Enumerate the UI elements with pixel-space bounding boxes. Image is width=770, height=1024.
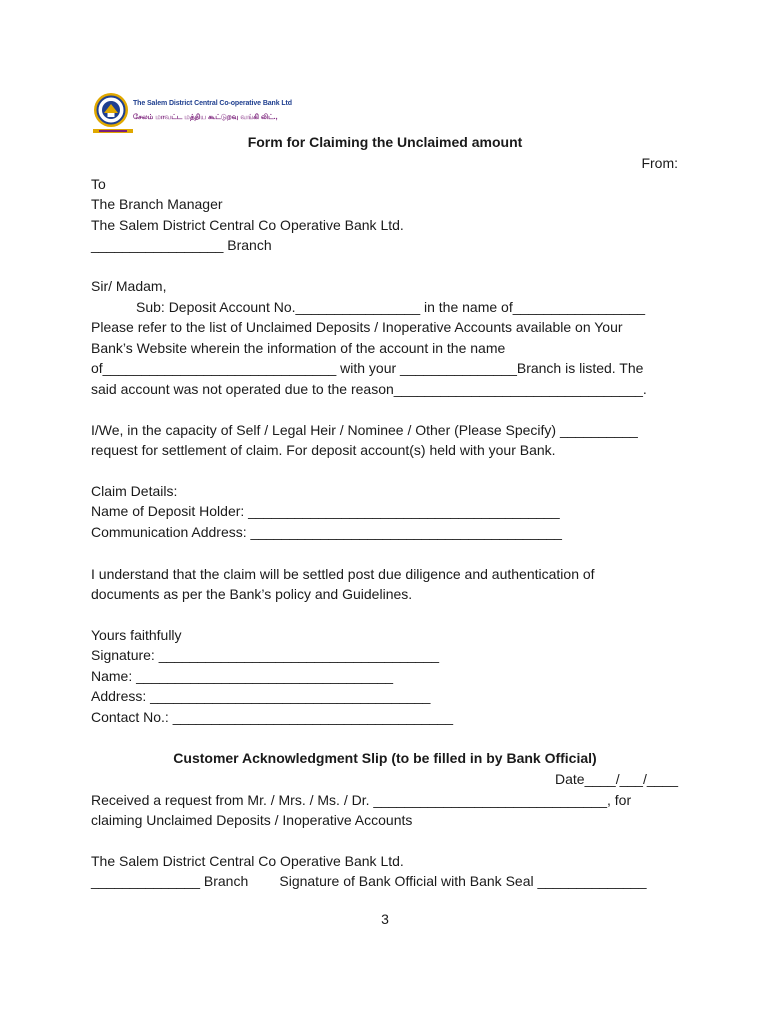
bank-address-line: The Salem District Central Co Operative Bank Ltd. xyxy=(91,217,404,233)
form-title: Form for Claiming the Unclaimed amount xyxy=(247,134,523,150)
understand-line: documents as per the Bank’s policy and Guidelines. xyxy=(91,586,413,602)
request-line: I/We, in the capacity of Self / Legal Heir / Nominee / Other (Please Specify) __________ xyxy=(91,422,638,438)
recipient-line: The Branch Manager xyxy=(91,196,223,212)
deposit-holder-field: Name of Deposit Holder: ________________________________________ xyxy=(91,503,560,519)
understand-line: I understand that the claim will be settled post due diligence and authentication of xyxy=(91,566,595,582)
slip-branch-signature-line: ______________ Branch Signature of Bank Official with Bank Seal ______________ xyxy=(91,873,647,889)
page-number: 3 xyxy=(381,911,389,927)
slip-received-line: Received a request from Mr. / Mrs. / Ms. / Dr. ______________________________, for xyxy=(91,792,632,808)
slip-received-line: claiming Unclaimed Deposits / Inoperative Accounts xyxy=(91,812,413,828)
contact-field: Contact No.: ____________________________________ xyxy=(91,709,454,725)
slip-title: Customer Acknowledgment Slip (to be filled in by Bank Official) xyxy=(173,750,597,766)
body-line: Please refer to the list of Unclaimed Deposits / Inoperative Accounts available on Your xyxy=(91,319,623,335)
name-field: Name: _________________________________ xyxy=(91,668,394,684)
request-line: request for settlement of claim. For deposit account(s) held with your Bank. xyxy=(91,442,556,458)
body-line: said account was not operated due to the reason________________________________. xyxy=(91,381,647,397)
branch-line: _________________ Branch xyxy=(91,237,272,253)
slip-bank-line: The Salem District Central Co Operative Bank Ltd. xyxy=(91,853,404,869)
body-line: of______________________________ with your _______________Branch is listed. The xyxy=(91,360,644,376)
to-label: To xyxy=(91,176,106,192)
address-field: Address: ____________________________________ xyxy=(91,688,431,704)
signature-field: Signature: ____________________________________ xyxy=(91,647,440,663)
from-label: From: xyxy=(641,155,678,171)
yours-faithfully: Yours faithfully xyxy=(91,627,182,643)
bank-emblem-icon xyxy=(93,92,129,128)
salutation: Sir/ Madam, xyxy=(91,278,167,294)
bank-logo xyxy=(93,92,292,136)
bank-name-english: The Salem District Central Co-operative Bank Ltd xyxy=(133,100,292,107)
communication-address-field: Communication Address: ________________________________________ xyxy=(91,524,562,540)
body-line: Bank’s Website wherein the information of the account in the name xyxy=(91,340,506,356)
bank-name-tamil: சேலம் மாவட்ட மத்திய கூட்டுறவு வங்கி லிட்., xyxy=(133,114,278,121)
slip-date-field: Date____/___/____ xyxy=(555,771,678,787)
claim-details-heading: Claim Details: xyxy=(91,483,178,499)
subject-line: Sub: Deposit Account No.________________ in the name of_________________ xyxy=(136,299,646,315)
